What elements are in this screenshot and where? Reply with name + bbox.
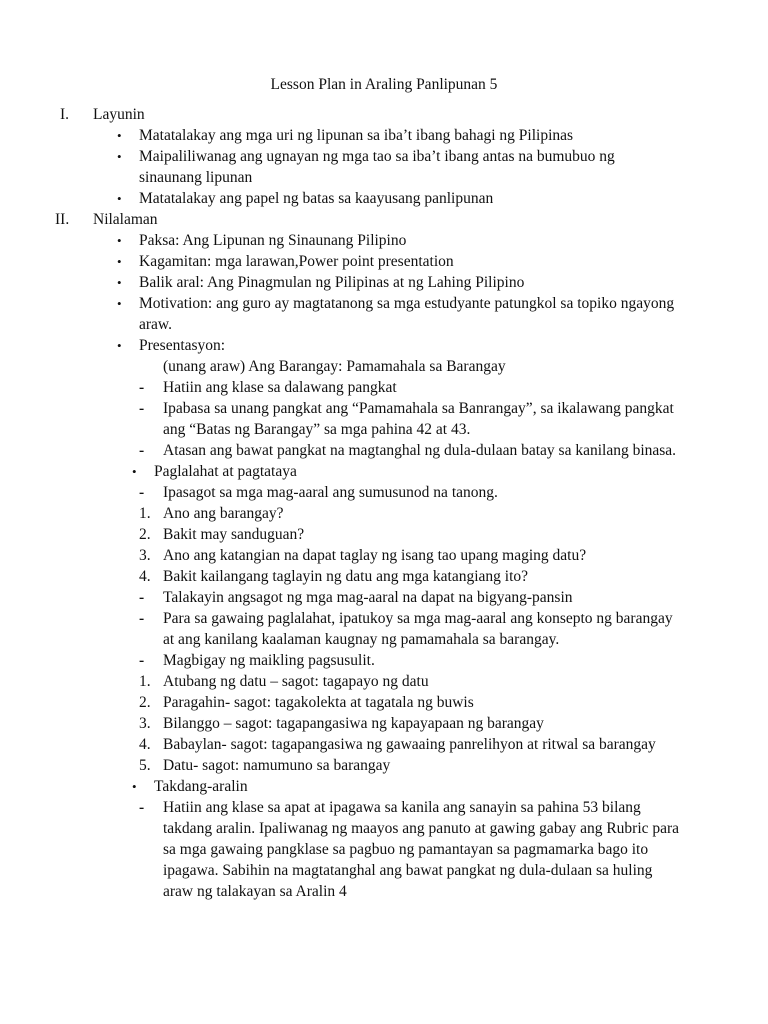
quiz-item: Paragahin- sagot: tagakolekta at tagatala ng buwis [163,694,474,711]
nilalaman-item: Kagamitan: mga larawan,Power point presentation [139,253,454,270]
quiz-number: 4. [139,736,151,753]
bullet-icon: • [117,233,122,248]
question-number: 2. [139,526,151,543]
presentasyon-step: Ipabasa sa unang pangkat ang “Pamamahala sa Banrangay”, sa ikalawang pangkat [163,400,674,417]
layunin-item: Maipaliliwanag ang ugnayan ng mga tao sa iba’t ibang antas na bumubuo ng [139,148,615,165]
bullet-icon: • [117,338,122,353]
dash-icon: - [139,652,145,669]
dash-icon: - [139,589,145,606]
quiz-item: Bilanggo – sagot: tagapangasiwa ng kapayapaan ng barangay [163,715,544,732]
takdang-line: Hatiin ang klase sa apat at ipagawa sa kanila ang sanayin sa pahina 53 bilang [163,799,641,816]
paglalahat-intro: Ipasagot sa mga mag-aaral ang sumusunod na tanong. [163,484,498,501]
quiz-number: 5. [139,757,151,774]
section-numeral: II. [55,211,70,228]
dash-icon: - [139,610,145,627]
takdang-line: takdang aralin. Ipaliwanag ng maayos ang panuto at gawing gabay ang Rubric para [163,820,680,837]
nilalaman-item: Paksa: Ang Lipunan ng Sinaunang Pilipino [139,232,407,249]
takdang-heading: Takdang-aralin [154,778,248,795]
dash-icon: - [139,379,145,396]
takdang-line: ipagawa. Sabihin na magtatanghal ang bawat pangkat ng dula-dulaan sa huling [163,862,653,879]
layunin-item-cont: sinaunang lipunan [139,169,253,186]
bullet-icon: • [117,254,122,269]
question-text: Bakit kailangang taglayin ng datu ang mga katangiang ito? [163,568,529,585]
paglalahat-step: Talakayin angsagot ng mga mag-aaral na dapat na bigyang-pansin [163,589,573,606]
quiz-item: Datu- sagot: namumuno sa barangay [163,757,391,774]
page-title: Lesson Plan in Araling Panlipunan 5 [270,76,498,93]
quiz-number: 1. [139,673,151,690]
layunin-item: Matatalakay ang papel ng batas sa kaayusang panlipunan [139,190,494,207]
quiz-number: 2. [139,694,151,711]
bullet-icon: • [117,275,122,290]
quiz-item: Babaylan- sagot: tagapangasiwa ng gawaaing panrelihyon at ritwal sa barangay [163,736,656,753]
paglalahat-step: Magbigay ng maikling pagsusulit. [163,652,375,669]
nilalaman-item: Presentasyon: [139,337,226,354]
nilalaman-item: Balik aral: Ang Pinagmulan ng Pilipinas at ng Lahing Pilipino [139,274,525,291]
question-text: Ano ang katangian na dapat taglay ng isang tao upang maging datu? [163,547,587,564]
bullet-icon: • [117,296,122,311]
bullet-icon: • [132,464,137,479]
bullet-icon: • [117,128,122,143]
nilalaman-item-cont: araw. [139,316,172,333]
question-number: 1. [139,505,151,522]
presentasyon-step: Atasan ang bawat pangkat na magtanghal ng dula-dulaan batay sa kanilang binasa. [163,442,677,459]
dash-icon: - [139,799,145,816]
bullet-icon: • [117,149,122,164]
question-number: 4. [139,568,151,585]
dash-icon: - [139,442,145,459]
takdang-line: sa mga gawaing pangklase sa pagbuo ng pamantayan sa pagmamarka bago ito [163,841,649,858]
dash-icon: - [139,484,145,501]
quiz-number: 3. [139,715,151,732]
presentasyon-subheading: (unang araw) Ang Barangay: Pamamahala sa Barangay [163,358,506,375]
bullet-icon: • [117,191,122,206]
paglalahat-step-cont: at ang kanilang kaalaman kaugnay ng pamamahala sa barangay. [163,631,560,648]
bullet-icon: • [132,779,137,794]
layunin-item: Matatalakay ang mga uri ng lipunan sa iba’t ibang bahagi ng Pilipinas [139,127,574,144]
paglalahat-step: Para sa gawaing paglalahat, ipatukoy sa mga mag-aaral ang konsepto ng barangay [163,610,673,627]
section-heading-nilalaman: Nilalaman [93,211,158,228]
nilalaman-item: Motivation: ang guro ay magtatanong sa mga estudyante patungkol sa topiko ngayong [139,295,675,312]
presentasyon-step-cont: ang “Batas ng Barangay” sa mga pahina 42 at 43. [163,421,471,438]
question-text: Bakit may sanduguan? [163,526,305,543]
takdang-line: araw ng talakayan sa Aralin 4 [163,883,347,900]
question-text: Ano ang barangay? [163,505,284,522]
dash-icon: - [139,400,145,417]
paglalahat-heading: Paglalahat at pagtataya [154,463,297,480]
quiz-item: Atubang ng datu – sagot: tagapayo ng datu [163,673,429,690]
section-heading-layunin: Layunin [93,106,145,123]
presentasyon-step: Hatiin ang klase sa dalawang pangkat [163,379,397,396]
question-number: 3. [139,547,151,564]
section-numeral: I. [60,106,70,123]
